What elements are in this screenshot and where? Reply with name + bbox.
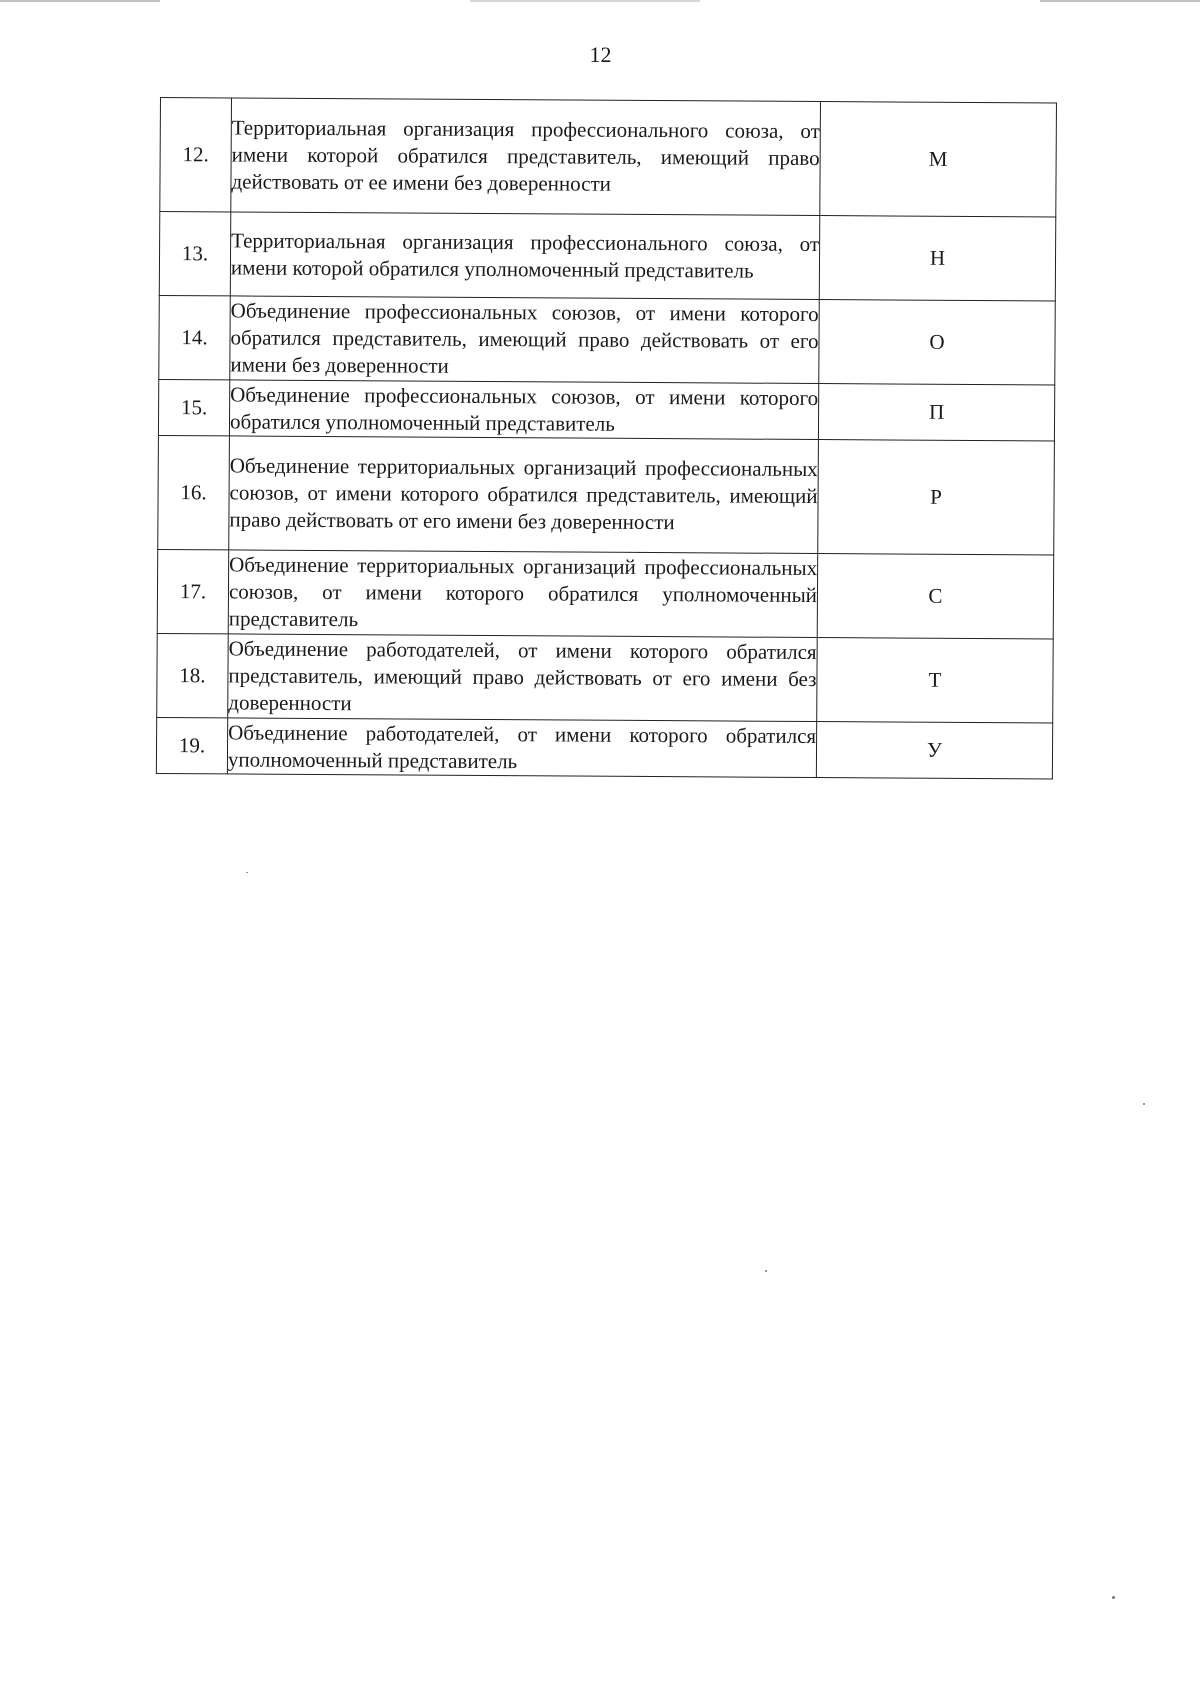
table-row [158, 435, 1055, 554]
row-description: Территориальная организация профессионального союза, от имени которой обратился представитель, имеющий право действовать от ее имени без доверенности [231, 98, 821, 216]
page-number: 12 [589, 42, 612, 67]
row-code: Т [817, 638, 1054, 723]
table-row [157, 549, 1053, 638]
table-body [156, 98, 1056, 779]
row-description: Объединение работодателей, от имени которого обратился представитель, имеющий право действовать от его имени без доверенности [228, 634, 818, 722]
row-description: Объединение работодателей, от имени которого обратился уполномоченный представитель [227, 718, 816, 778]
row-number: 17. [157, 549, 229, 633]
row-code: М [820, 102, 1057, 217]
row-code: Р [818, 440, 1055, 555]
row-number: 12. [160, 98, 232, 212]
row-code: О [819, 300, 1056, 385]
row-number: 13. [159, 212, 231, 296]
scan-edge [0, 0, 1200, 2]
row-number: 15. [158, 379, 229, 435]
row-number: 14. [159, 295, 231, 379]
row-description: Объединение профессиональных союзов, от имени которого обратился представитель, имеющий право действовать от его имени без доверенности [230, 296, 820, 384]
row-description: Объединение территориальных организаций профессиональных союзов, от имени которого обратился уполномоченный представитель [228, 550, 818, 638]
row-description: Объединение профессиональных союзов, от имени которого обратился уполномоченный представитель [229, 380, 818, 440]
row-number: 19. [156, 717, 227, 773]
scan-speck [1112, 1596, 1115, 1599]
row-code: С [817, 554, 1054, 639]
row-number: 18. [157, 633, 229, 717]
table-row [158, 379, 1054, 440]
row-code: Н [819, 216, 1056, 301]
row-description: Объединение территориальных организаций профессиональных союзов, от имени которого обратился представитель, имеющий право действовать от его имени без доверенности [229, 436, 819, 554]
table-row [159, 212, 1055, 301]
row-number: 16. [158, 435, 230, 549]
scan-speck [246, 872, 248, 873]
scan-speck [1143, 1103, 1145, 1105]
table-row [156, 717, 1052, 778]
table-row [160, 98, 1057, 217]
table-row [157, 633, 1053, 722]
row-code: У [816, 722, 1052, 779]
row-description: Территориальная организация профессионального союза, от имени которой обратился уполномоченный представитель [230, 212, 820, 300]
row-code: П [818, 384, 1054, 441]
table-row [159, 295, 1055, 384]
scan-speck [765, 1270, 767, 1272]
classification-table [156, 97, 1057, 779]
